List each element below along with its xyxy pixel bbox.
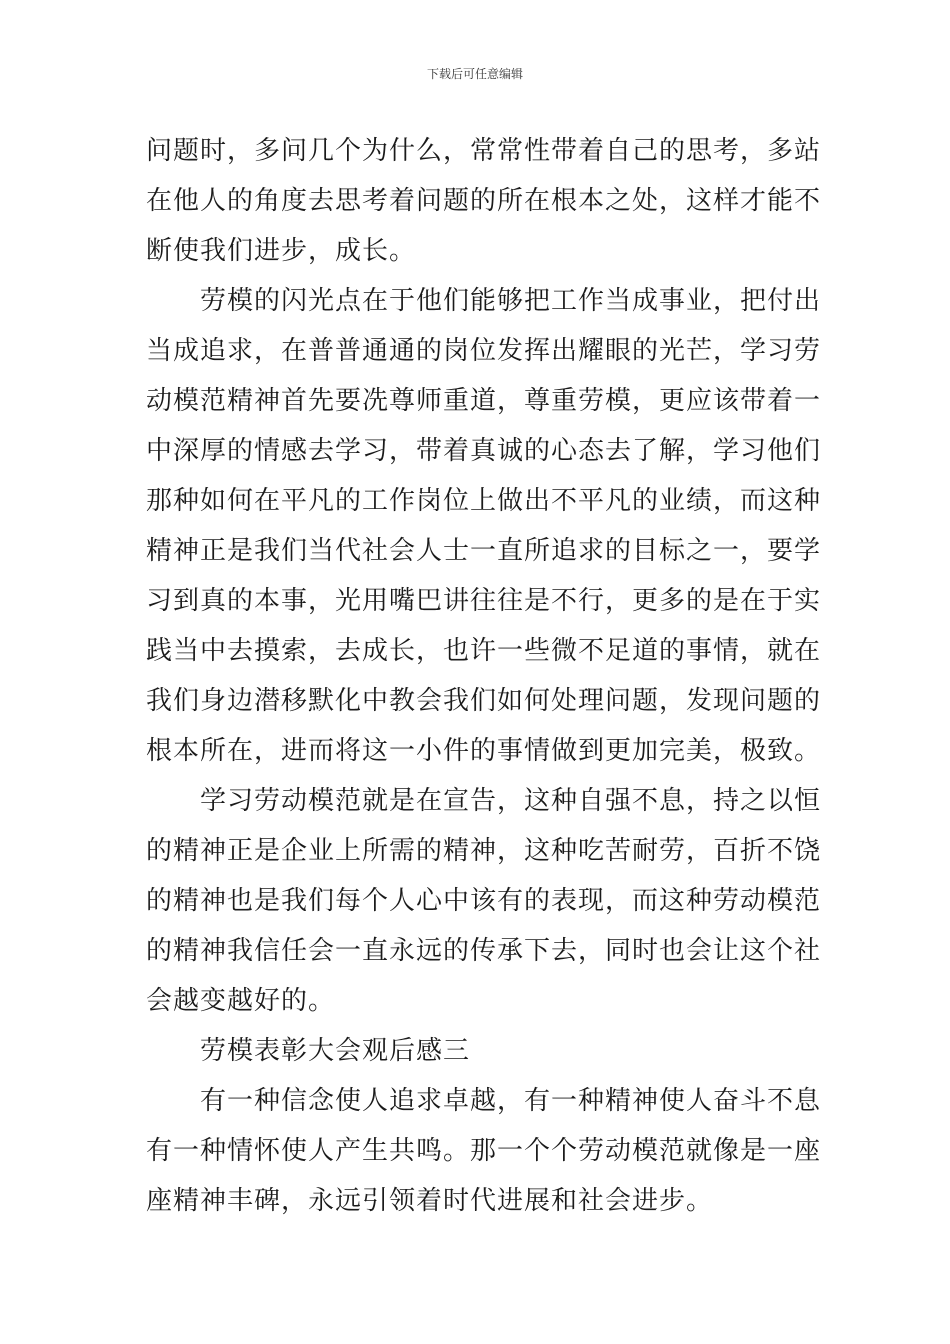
text-line: 问题时，多问几个为什么，常常性带着自己的思考，多站: [146, 136, 822, 166]
text-line: 劳模的闪光点在于他们能够把工作当成事业，把付出: [200, 286, 822, 316]
text-line: 断使我们进步，成长。: [146, 236, 417, 266]
paragraph: [146, 776, 822, 1026]
text-line: 在他人的角度去思考着问题的所在根本之处，这样才能不: [146, 186, 822, 216]
paragraph: [146, 276, 822, 776]
text-line: 的精神也是我们每个人心中该有的表现，而这种劳动模范: [146, 886, 822, 916]
header-note: 下载后可任意编辑: [426, 67, 523, 81]
section-heading: [146, 1026, 806, 1076]
text-line: 精神正是我们当代社会人士一直所追求的目标之一，要学: [146, 536, 822, 566]
text-line: 座精神丰碑，永远引领着时代进展和社会进步。: [146, 1186, 714, 1216]
text-line: 我们身边潜移默化中教会我们如何处理问题，发现问题的: [146, 686, 822, 716]
paragraph: [146, 1076, 822, 1226]
document-body: [146, 126, 822, 1226]
text-line: 有一种情怀使人产生共鸣。那一个个劳动模范就像是一座: [146, 1136, 822, 1166]
text-line: 动模范精神首先要冼尊师重道，尊重劳模，更应该带着一: [146, 386, 822, 416]
text-line: 根本所在，进而将这一小件的事情做到更加完美，极致。: [146, 736, 822, 766]
text-line: 有一种信念使人追求卓越，有一种精神使人奋斗不息: [200, 1086, 822, 1116]
text-line: 践当中去摸索，去成长，也许一些微不足道的事情，就在: [146, 636, 822, 666]
heading-line: 劳模表彰大会观后感三: [200, 1036, 471, 1066]
paragraph: [146, 126, 822, 276]
text-line: 的精神我信任会一直永远的传承下去，同时也会让这个社: [146, 936, 822, 966]
text-line: 的精神正是企业上所需的精神，这种吃苦耐劳，百折不饶: [146, 836, 822, 866]
text-line: 习到真的本事，光用嘴巴讲往往是不行，更多的是在于实: [146, 586, 822, 616]
text-line: 当成追求，在普普通通的岗位发挥出耀眼的光芒，学习劳: [146, 336, 822, 366]
text-line: 会越变越好的。: [146, 986, 336, 1016]
text-line: 中深厚的情感去学习，带着真诚的心态去了解，学习他们: [146, 436, 822, 466]
text-line: 学习劳动模范就是在宣告，这种自强不息，持之以恒: [200, 786, 822, 816]
text-line: 那种如何在平凡的工作岗位上做出不平凡的业绩，而这种: [146, 486, 822, 516]
